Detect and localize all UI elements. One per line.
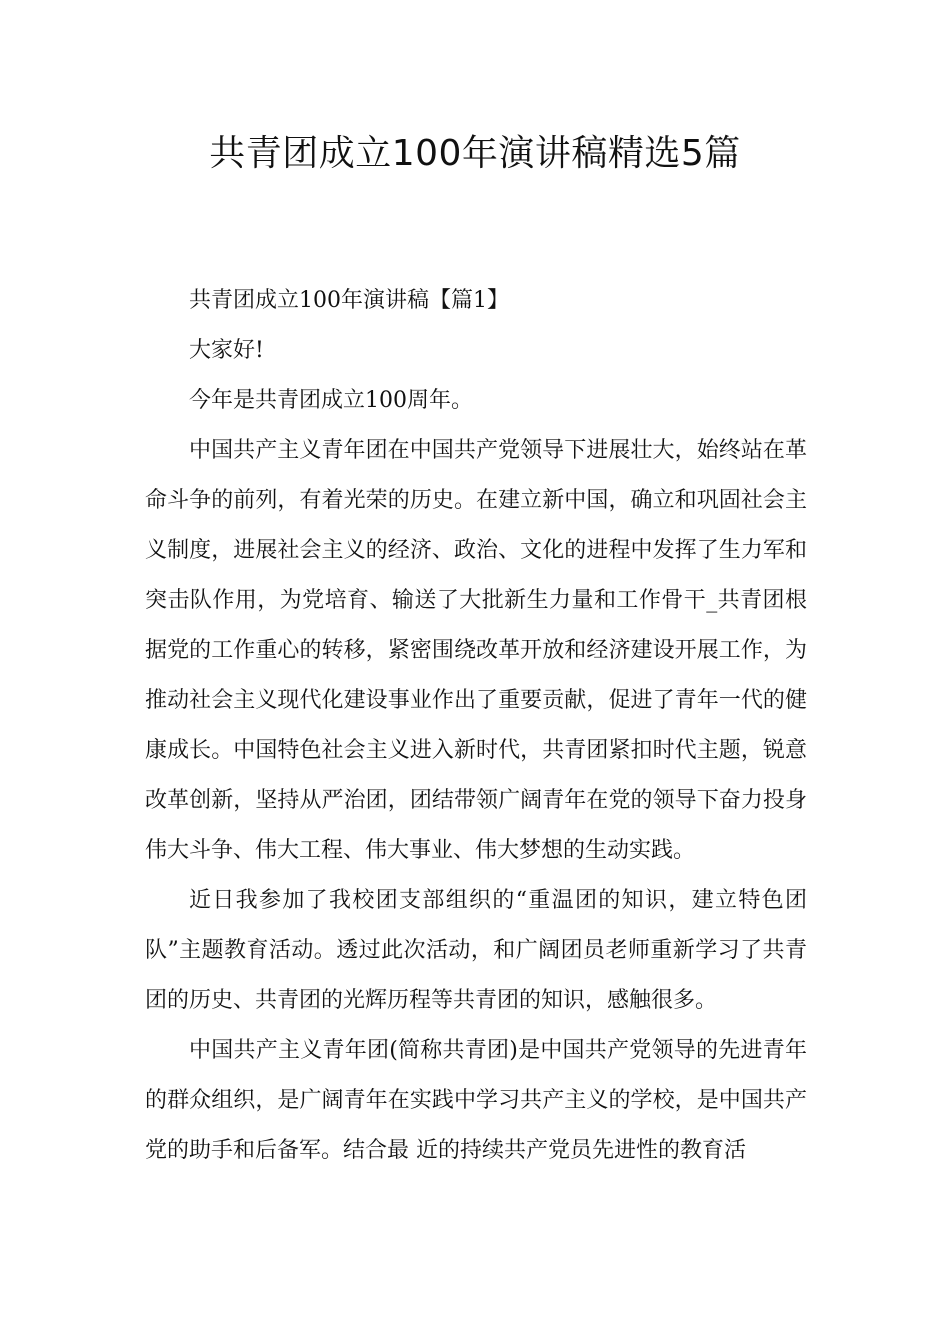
greeting-paragraph: 大家好!	[189, 338, 264, 363]
body-paragraph: 中国共产主义青年团(简称共青团)是中国共产党领导的先进青年的群众组织，是广阔青年在实践中学习共产主义的学校，是中国共产党的助手和后备军。结合最 近的持续共产党员先进性的教育活	[145, 1038, 807, 1163]
body-paragraph: 近日我参加了我校团支部组织的“重温团的知识，建立特色团队”主题教育活动。透过此次活动，和广阔团员老师重新学习了共青团的历史、共青团的光辉历程等共青团的知识，感触很多。	[145, 888, 807, 1013]
body-paragraph: 中国共产主义青年团在中国共产党领导下进展壮大，始终站在革命斗争的前列，有着光荣的历史。在建立新中国，确立和巩固社会主义制度，进展社会主义的经济、政治、文化的进程中发挥了生力军和突击队作用，为党培育、输送了大批新生力量和工作骨干_共青团根据党的工作重心的转移，紧密围绕改革开放和经济建设开展工作，为推动社会主义现代化建设事业作出了重要贡献，促进了青年一代的健康成长。中国特色社会主义进入新时代，共青团紧扣时代主题，锐意改革创新，坚持从严治团，团结带领广阔青年在党的领导下奋力投身伟大斗争、伟大工程、伟大事业、伟大梦想的生动实践。	[145, 438, 807, 863]
section-heading: 共青团成立100年演讲稿【篇1】	[189, 288, 509, 313]
body-paragraph: 今年是共青团成立100周年。	[189, 388, 473, 413]
document-body	[145, 276, 807, 1176]
document-title: 共青团成立100年演讲稿精选5篇	[209, 133, 741, 174]
